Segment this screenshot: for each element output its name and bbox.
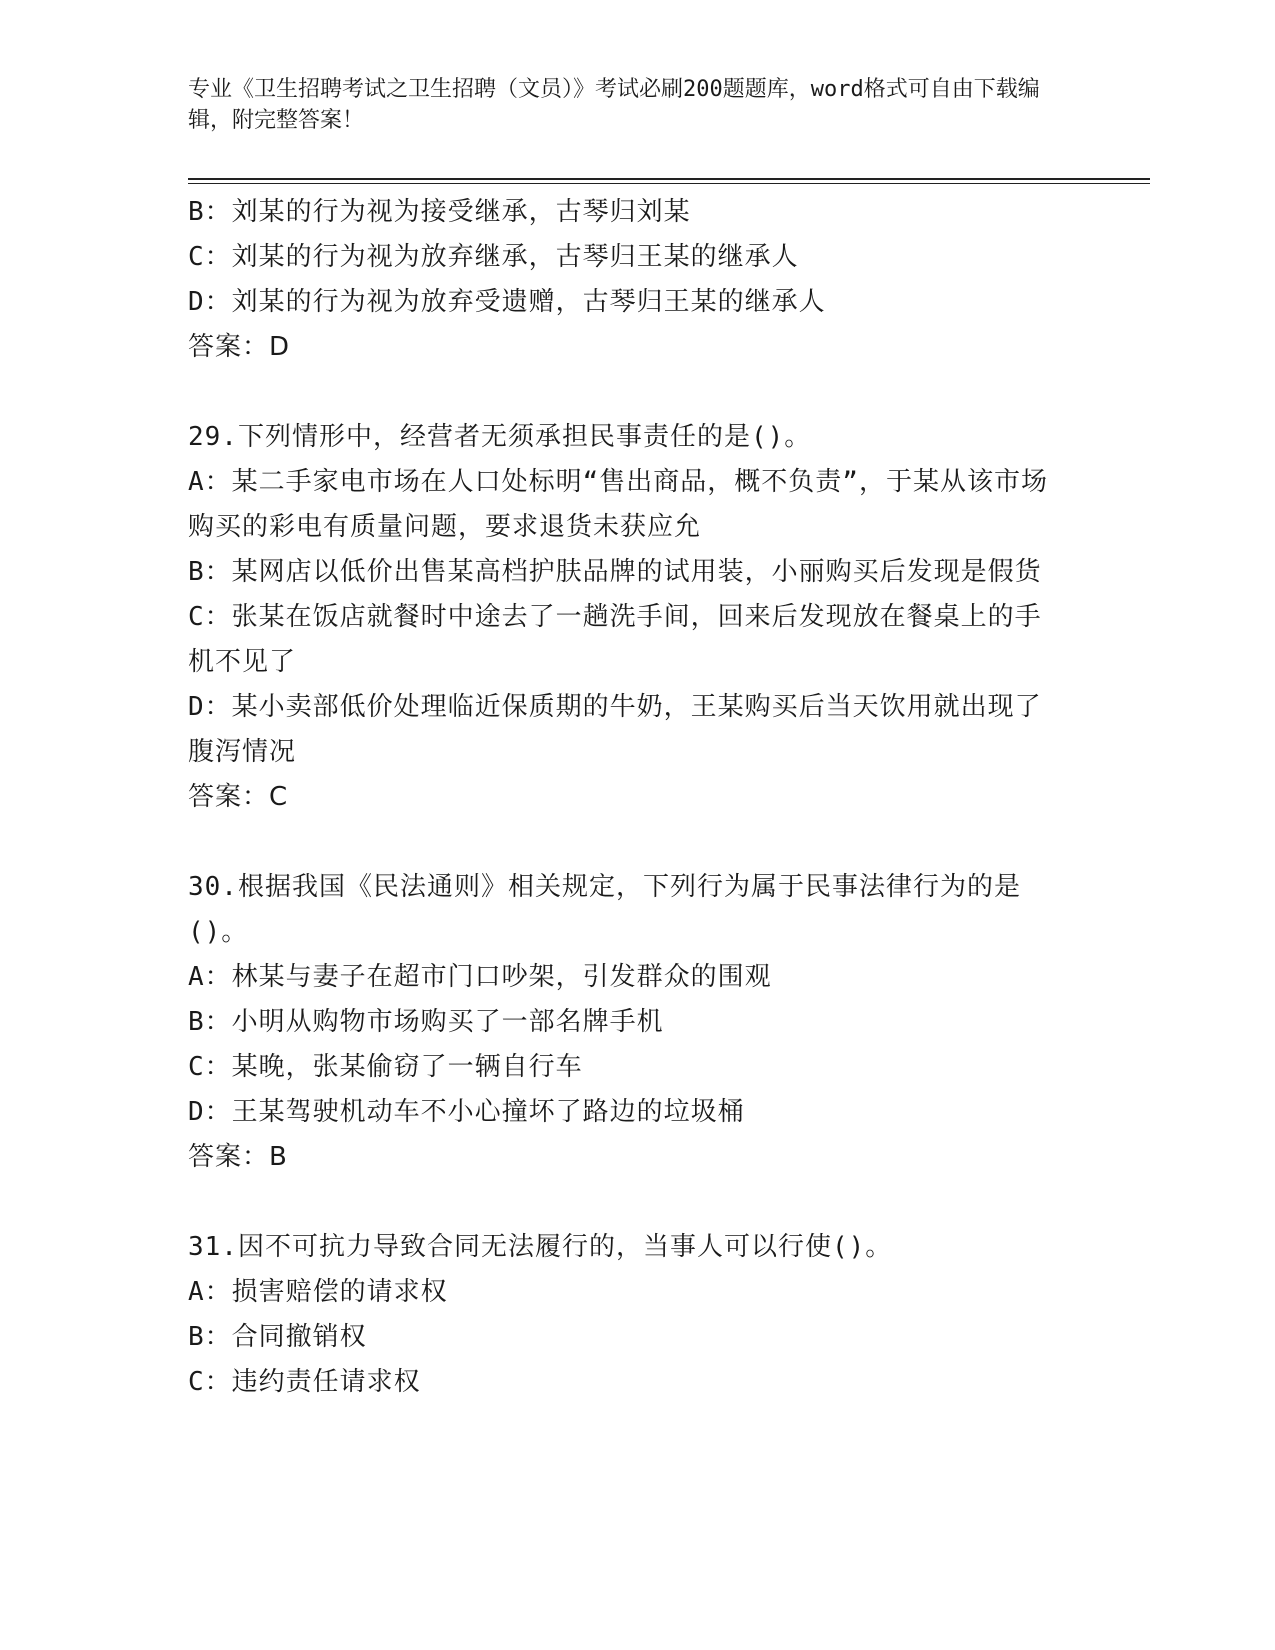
q30-option-b: B：小明从购物市场购买了一部名牌手机: [188, 1007, 664, 1037]
q30-answer: 答案：B: [188, 1142, 288, 1172]
q29-option-c: C：张某在饭店就餐时中途去了一趟洗手间，回来后发现放在餐桌上的手机不见了: [188, 602, 1042, 677]
spacer: [188, 370, 1068, 415]
q31-question: 31.因不可抗力导致合同无法履行的，当事人可以行使()。: [188, 1232, 893, 1262]
q28-option-b: B：刘某的行为视为接受继承，古琴归刘某: [188, 197, 691, 227]
page-header: 专业《卫生招聘考试之卫生招聘（文员）》考试必刷200题题库，word格式可自由下载编辑，附完整答案！: [188, 77, 1040, 133]
q29-answer: 答案：C: [188, 782, 289, 812]
q28-answer: 答案：D: [188, 332, 291, 362]
q30-option-a: A：林某与妻子在超市门口吵架，引发群众的围观: [188, 962, 772, 992]
question-content: [188, 190, 1068, 1405]
q30-option-c: C：某晚，张某偷窃了一辆自行车: [188, 1052, 583, 1082]
q29-option-a: A：某二手家电市场在人口处标明“售出商品，概不负责”，于某从该市场购买的彩电有质量问题，要求退货未获应允: [188, 467, 1048, 542]
spacer: [188, 820, 1068, 865]
q29-option-d: D：某小卖部低价处理临近保质期的牛奶，王某购买后当天饮用就出现了腹泻情况: [188, 692, 1042, 767]
q31-option-b: B：合同撤销权: [188, 1322, 367, 1352]
q29-question: 29.下列情形中，经营者无须承担民事责任的是()。: [188, 422, 812, 452]
q28-option-d: D：刘某的行为视为放弃受遗赠，古琴归王某的继承人: [188, 287, 826, 317]
spacer: [188, 1180, 1068, 1225]
q30-question: 30.根据我国《民法通则》相关规定，下列行为属于民事法律行为的是()。: [188, 872, 1021, 947]
q28-option-c: C：刘某的行为视为放弃继承，古琴归王某的继承人: [188, 242, 799, 272]
q31-option-a: A：损害赔偿的请求权: [188, 1277, 448, 1307]
header-rule-thick: [188, 178, 1150, 180]
q31-option-c: C：违约责任请求权: [188, 1367, 421, 1397]
q30-option-d: D：王某驾驶机动车不小心撞坏了路边的垃圾桶: [188, 1097, 745, 1127]
header-rule-thin: [188, 183, 1150, 184]
q29-option-b: B：某网店以低价出售某高档护肤品牌的试用装，小丽购买后发现是假货: [188, 557, 1042, 587]
